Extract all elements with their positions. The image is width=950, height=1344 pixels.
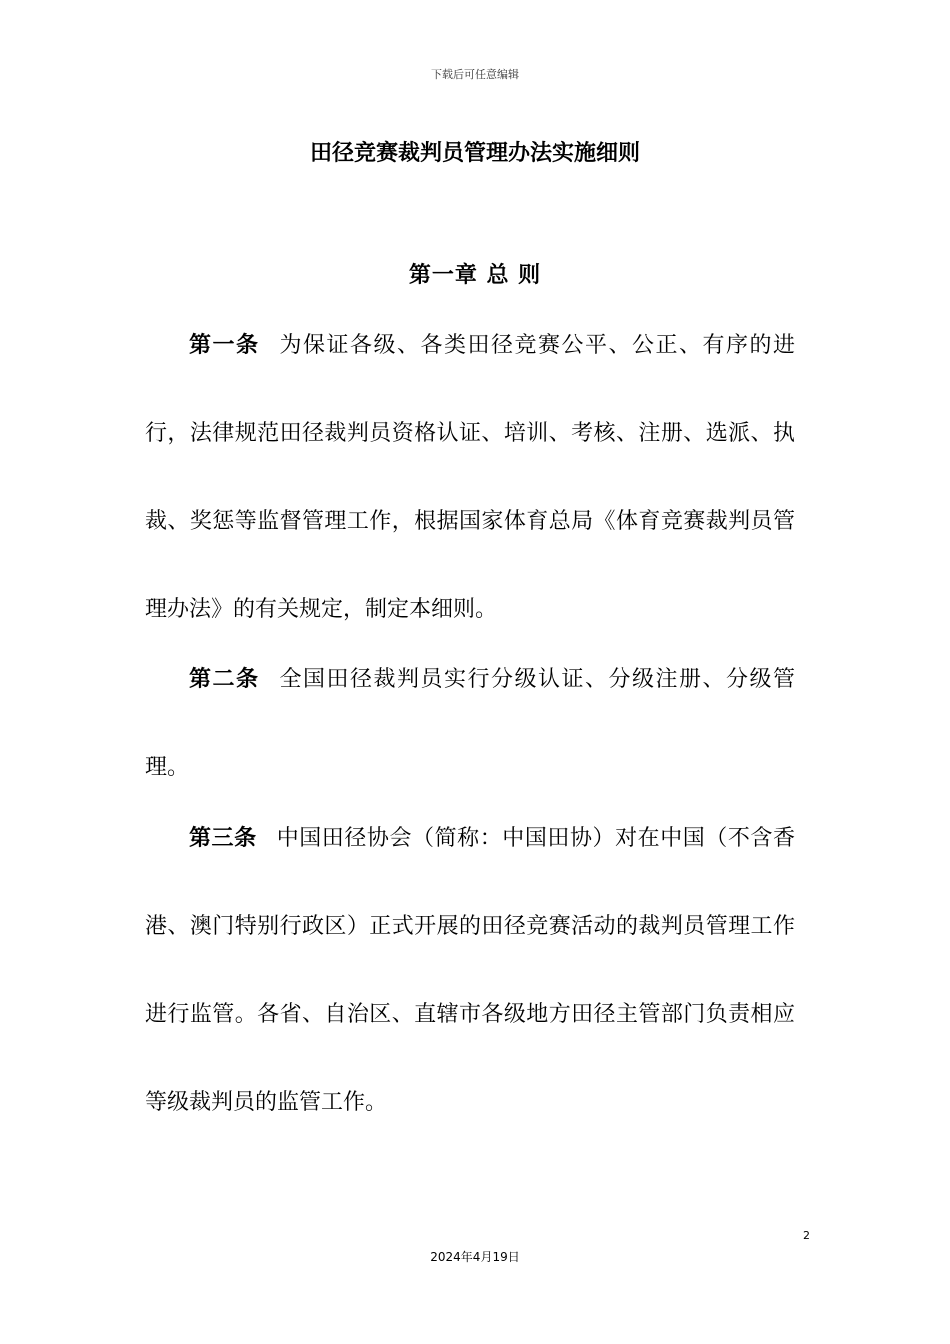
document-title: 田径竞赛裁判员管理办法实施细则: [309, 141, 640, 166]
article-number: 第三条: [189, 826, 257, 851]
page-number: 2: [803, 1229, 810, 1242]
article-text: 中国田径协会（简称：中国田协）对在中国（不含香港、澳门特别行政区）正式开展的田径竞赛活动的裁判员管理工作进行监管。各省、自治区、直辖市各级地方田径主管部门负责相应等级裁判员的监管工作。: [145, 826, 795, 1115]
article-text: 为保证各级、各类田径竞赛公平、公正、有序的进行，法律规范田径裁判员资格认证、培训、考核、注册、选派、执裁、奖惩等监督管理工作，根据国家体育总局《体育竞赛裁判员管理办法》的有关规定，制定本细则。: [145, 333, 795, 622]
article-paragraph: [145, 795, 795, 1147]
article-paragraph: [145, 302, 795, 654]
article-text: 全国田径裁判员实行分级认证、分级注册、分级管理。: [145, 667, 795, 780]
footer-date: 2024年4月19日: [430, 1250, 520, 1264]
article-paragraph: [145, 636, 795, 812]
chapter-title: 第一章 总 则: [408, 263, 542, 288]
article-number: 第一条: [189, 333, 260, 358]
article-number: 第二条: [189, 667, 260, 692]
header-note: 下载后可任意编辑: [431, 68, 519, 81]
